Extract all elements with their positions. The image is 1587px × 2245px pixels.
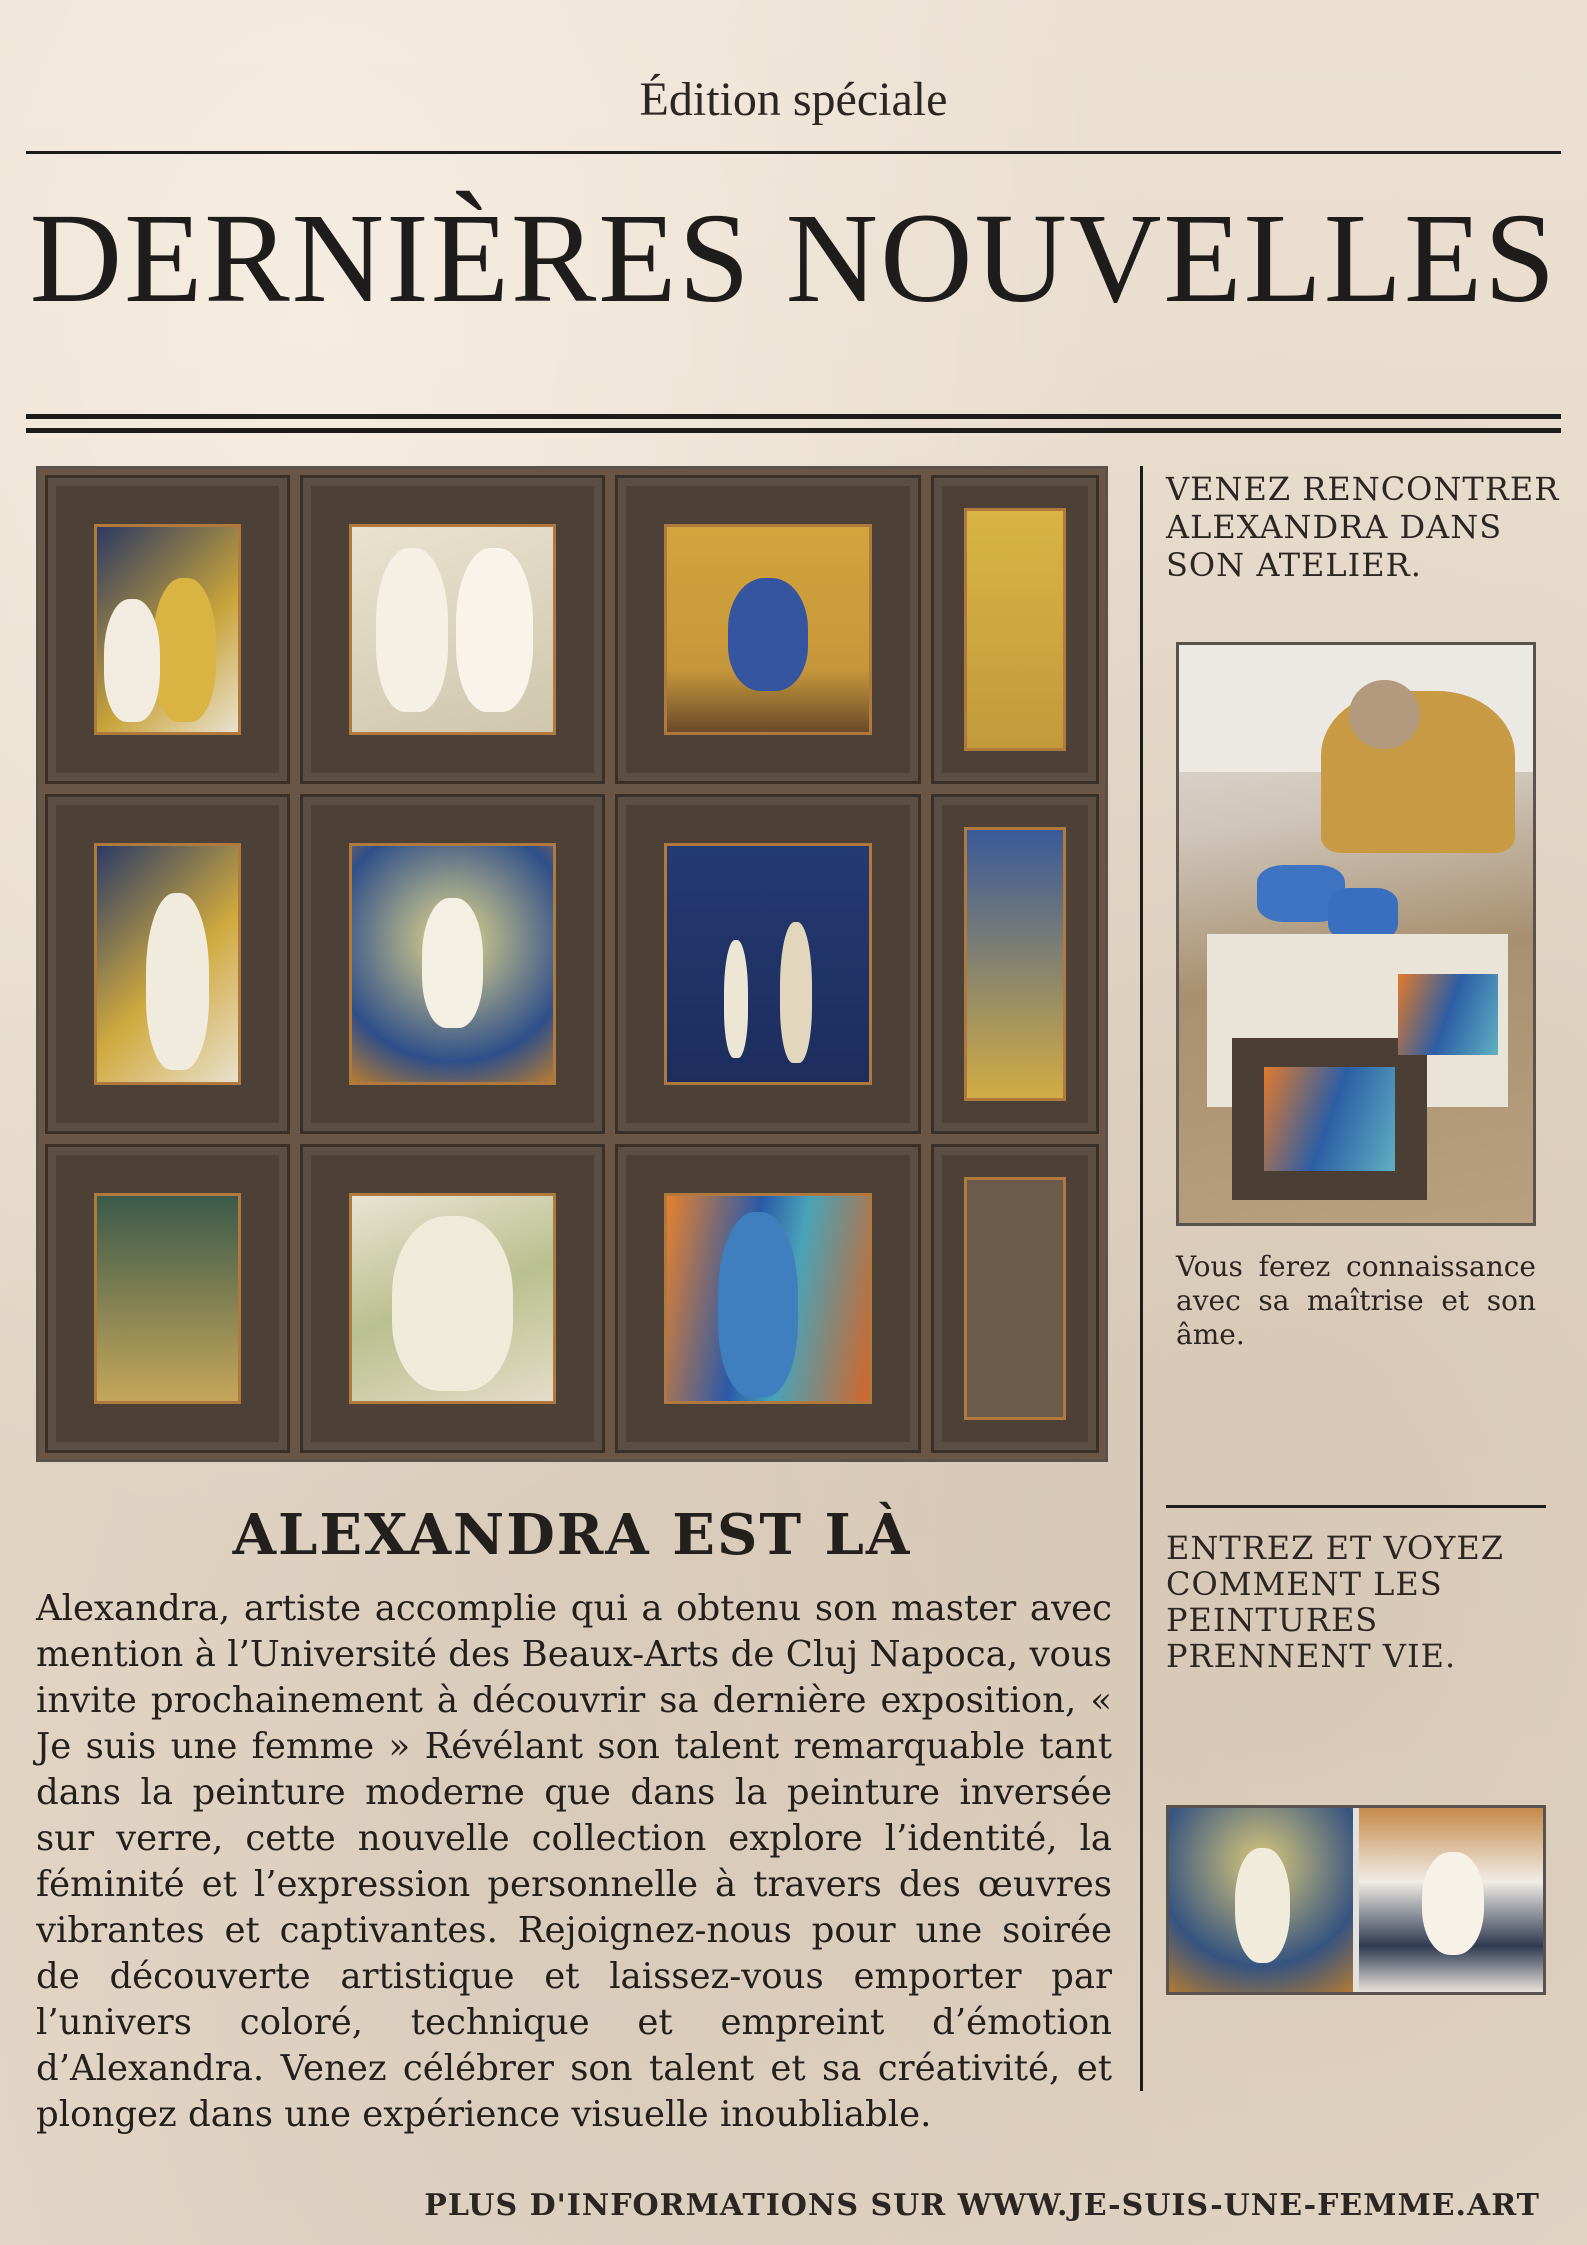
painting-frame: [300, 794, 606, 1134]
atelier-caption: Vous ferez connaissance avec sa maîtrise et son âme.: [1176, 1250, 1536, 1351]
article-body: Alexandra, artiste accomplie qui a obtenu son master avec mention à l’Université des Beaux-Arts de Cluj Napoca, vous invite prochainement à découvrir sa dernière exposition, « Je suis une femme » Révélant son talent remarquable tant dans la peinture moderne que dans la peinture inversée sur verre, cette nouvelle collection explore l’identité, la féminité et l’expression personnelle à travers des œuvres vibrantes et captivantes. Rejoignez-nous pour une soirée de découverte artistique et laissez-vous emporter par l’univers coloré, technique et empreint d’émotion d’Alexandra. Venez célébrer son talent et sa créativité, et plongez dans une expérience visuelle inoubliable.: [36, 1588, 1112, 2135]
sidebar-rule: [1166, 1505, 1546, 1508]
edition-label: Édition spéciale: [639, 73, 948, 126]
framed-paintings-photo: [36, 466, 1108, 1462]
painting-frame: [45, 794, 290, 1134]
painting-detail-left: [1169, 1808, 1353, 1992]
painting-frame: [300, 1144, 606, 1453]
painting-frame: [615, 1144, 921, 1453]
painting-frame: [45, 475, 290, 784]
painting-frame: [615, 475, 921, 784]
top-rule: [26, 151, 1561, 154]
masthead-title: DERNIÈRES NOUVELLES: [29, 187, 1558, 329]
painting-frame: [931, 794, 1099, 1134]
painting-frame: [931, 1144, 1099, 1453]
painting-frame: [300, 475, 606, 784]
painting-detail-photos: [1166, 1805, 1546, 1995]
sidebar-heading-paintings: ENTREZ ET VOYEZ COMMENT LES PEINTURES PRENNENT VIE.: [1166, 1529, 1504, 1675]
painting-detail-right: [1359, 1808, 1543, 1992]
painting-frame: [931, 475, 1099, 784]
column-divider: [1140, 466, 1143, 2091]
artist-at-work-photo: [1176, 642, 1536, 1226]
painting-frame: [615, 794, 921, 1134]
painting-frame: [45, 1144, 290, 1453]
footer-info: PLUS D'INFORMATIONS SUR WWW.JE-SUIS-UNE-FEMME.ART: [424, 2188, 1540, 2223]
double-rule-upper: [26, 414, 1561, 419]
double-rule-lower: [26, 428, 1561, 433]
article-headline: ALEXANDRA EST LÀ: [232, 1502, 912, 1568]
sidebar-heading-atelier: VENEZ RENCONTRER ALEXANDRA DANS SON ATELIER.: [1166, 470, 1560, 584]
